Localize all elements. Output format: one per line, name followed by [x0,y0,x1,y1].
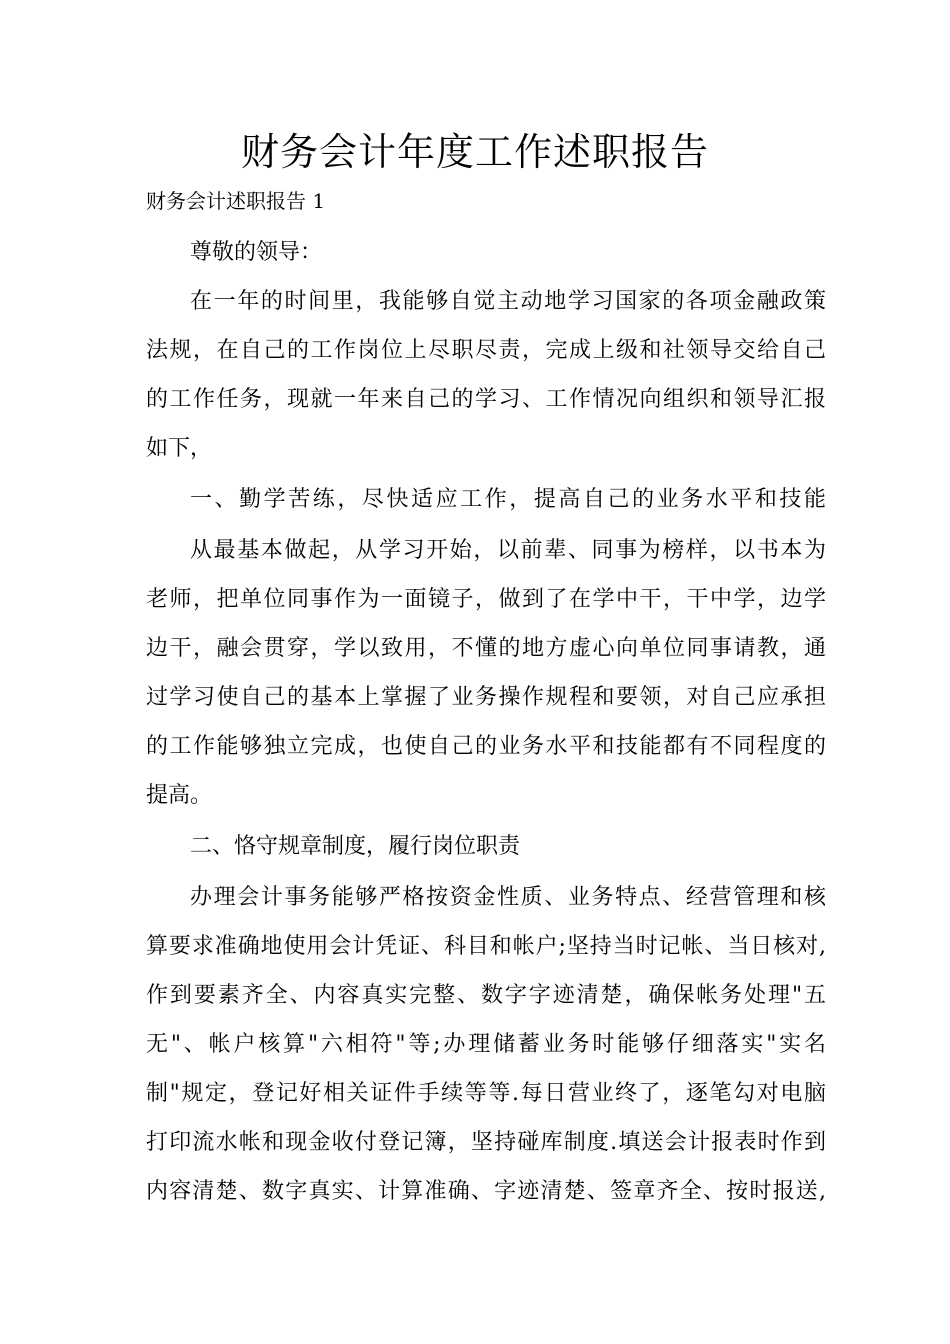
document-subtitle: 财务会计述职报告 1 [146,189,326,213]
document-title: 财务会计年度工作述职报告 [240,130,709,174]
section-heading: 一、勤学苦练，尽快适应工作，提高自己的业务水平和技能 [190,487,826,512]
paragraph-line: 老师，把单位同事作为一面镜子，做到了在学中干，干中学，边学 [146,587,826,612]
section-heading: 二、恪守规章制度，履行岗位职责 [190,834,521,859]
paragraph-line: 在一年的时间里，我能够自觉主动地学习国家的各项金融政策 [190,289,826,314]
paragraph-line: 办理会计事务能够严格按资金性质、业务特点、经营管理和核 [190,885,826,910]
paragraph-line: 作到要素齐全、内容真实完整、数字字迹清楚，确保帐务处理"五 [146,983,826,1008]
paragraph-line: 边干，融会贯穿，学以致用，不懂的地方虚心向单位同事请教，通 [146,636,826,661]
paragraph-line: 的工作任务，现就一年来自己的学习、工作情况向组织和领导汇报 [146,387,826,412]
salutation: 尊敬的领导： [190,240,323,265]
paragraph-line: 从最基本做起，从学习开始，以前辈、同事为榜样，以书本为 [190,538,826,563]
paragraph-line: 算要求准确地使用会计凭证、科目和帐户;坚持当时记帐、当日核对, [146,934,826,959]
paragraph-line: 打印流水帐和现金收付登记簿，坚持碰库制度.填送会计报表时作到 [146,1130,826,1155]
paragraph-line: 内容清楚、数字真实、计算准确、字迹清楚、签章齐全、按时报送, [146,1179,826,1204]
paragraph-line: 过学习使自己的基本上掌握了业务操作规程和要领，对自己应承担 [146,685,826,710]
paragraph-line: 如下， [146,436,213,461]
paragraph-line: 的工作能够独立完成，也使自己的业务水平和技能都有不同程度的 [146,734,826,759]
paragraph-line: 无"、帐户核算"六相符"等;办理储蓄业务时能够仔细落实"实名 [146,1032,826,1057]
paragraph-line: 法规，在自己的工作岗位上尽职尽责，完成上级和社领导交给自己 [146,338,826,363]
paragraph-line: 提高。 [146,783,213,808]
paragraph-line: 制"规定，登记好相关证件手续等等.每日营业终了，逐笔勾对电脑 [146,1081,826,1106]
